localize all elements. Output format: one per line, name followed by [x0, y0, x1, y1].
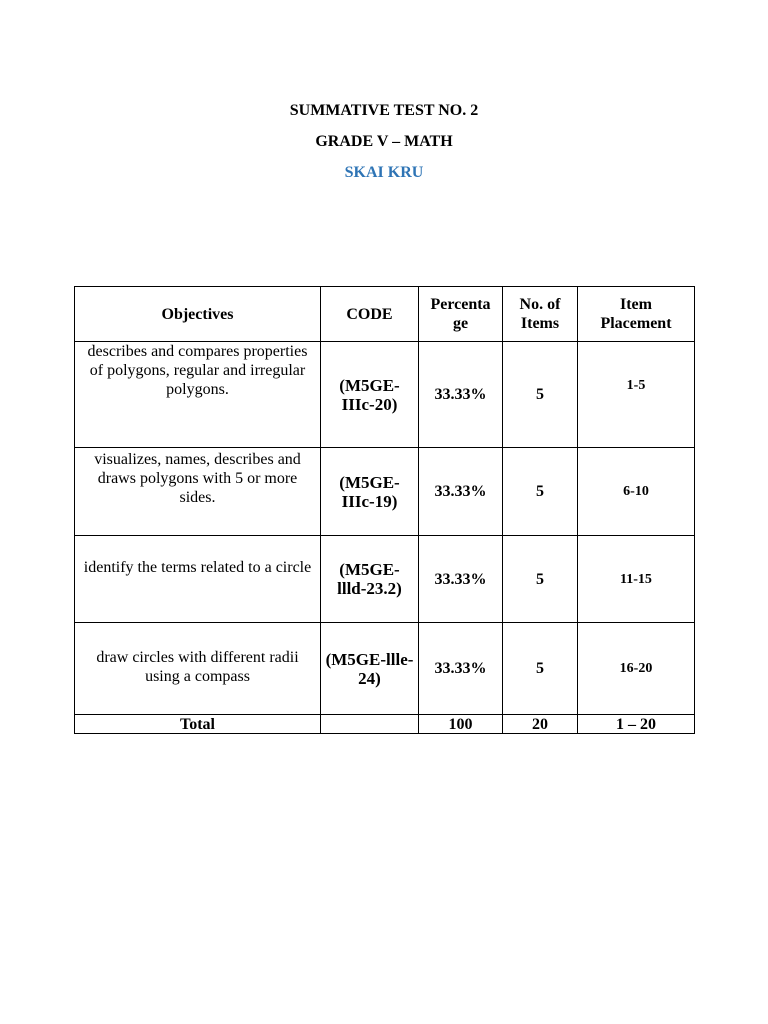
placement-cell: 1-5 [578, 342, 695, 448]
code-cell: (M5GE-IIIc-20) [321, 342, 419, 448]
items-cell: 5 [503, 623, 578, 715]
total-percentage: 100 [419, 715, 503, 734]
objective-cell: visualizes, names, describes and draws polygons with 5 or more sides. [75, 448, 321, 536]
column-header-percentage-line1: Percenta [430, 296, 491, 313]
code-cell: (M5GE-IIIc-19) [321, 448, 419, 536]
column-header-placement-line2: Placement [600, 315, 672, 332]
table-row [75, 342, 695, 448]
items-cell: 5 [503, 536, 578, 623]
percentage-cell: 33.33% [419, 342, 503, 448]
column-header-items [503, 287, 578, 342]
placement-cell: 11-15 [578, 536, 695, 623]
total-placement: 1 – 20 [578, 715, 695, 734]
column-header-items-line1: No. of [519, 296, 561, 313]
table-header-row [75, 287, 695, 342]
items-cell: 5 [503, 448, 578, 536]
document-author: SKAI KRU [344, 164, 424, 181]
total-label: Total [75, 715, 321, 734]
specification-table [74, 286, 695, 734]
table-row [75, 536, 695, 623]
table-row [75, 448, 695, 536]
column-header-percentage [419, 287, 503, 342]
objective-cell: draw circles with different radii using a compass [75, 623, 321, 715]
column-header-items-line2: Items [520, 315, 560, 332]
objective-cell: identify the terms related to a circle [75, 536, 321, 623]
total-code [321, 715, 419, 734]
total-row [75, 715, 695, 734]
placement-cell: 16-20 [578, 623, 695, 715]
percentage-cell: 33.33% [419, 536, 503, 623]
column-header-placement-line1: Item [620, 296, 652, 313]
column-header-code: CODE [321, 287, 419, 342]
percentage-cell: 33.33% [419, 623, 503, 715]
column-header-objectives: Objectives [75, 287, 321, 342]
code-cell: (M5GE-llle-24) [321, 623, 419, 715]
column-header-placement [578, 287, 695, 342]
table-row [75, 623, 695, 715]
items-cell: 5 [503, 342, 578, 448]
percentage-cell: 33.33% [419, 448, 503, 536]
placement-cell: 6-10 [578, 448, 695, 536]
column-header-percentage-line2: ge [452, 315, 469, 332]
total-items: 20 [503, 715, 578, 734]
objective-cell: describes and compares properties of polygons, regular and irregular polygons. [75, 342, 321, 448]
code-cell: (M5GE-llld-23.2) [321, 536, 419, 623]
document-title: SUMMATIVE TEST NO. 2 [289, 102, 479, 119]
document-subtitle: GRADE V – MATH [315, 133, 453, 150]
